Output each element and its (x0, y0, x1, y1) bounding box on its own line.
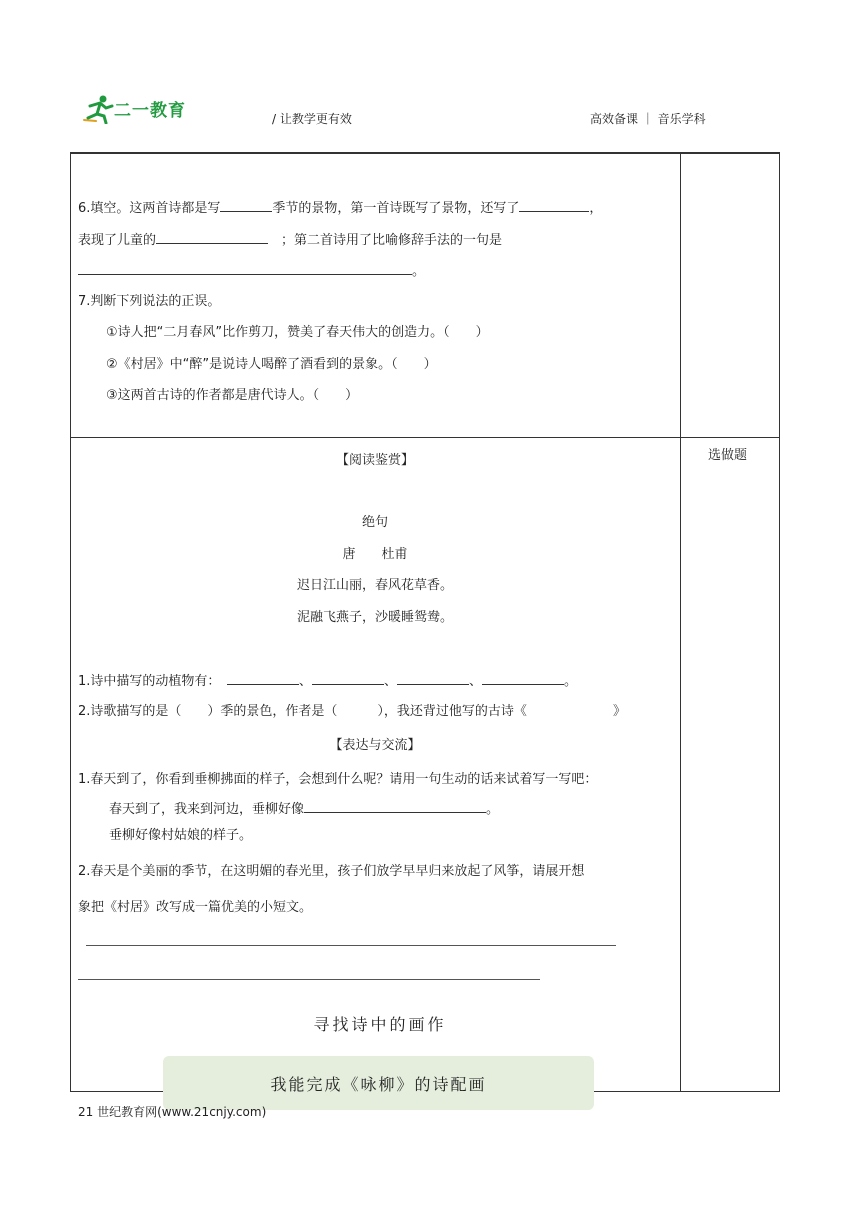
express-question-1: 1.春天到了，你看到垂柳拂面的样子，会想到什么呢？请用一句生动的话来试着写一写吧： (78, 772, 598, 787)
table-top-border (70, 152, 780, 154)
express-question-2-line1: 2.春天是个美丽的季节，在这明媚的春光里，孩子们放学早早归来放起了风筝，请展开想 (78, 864, 585, 879)
question-7-item2: ②《村居》中“醉”是说诗人喝醉了酒看到的景象。（ ） (106, 357, 437, 372)
reading-question-2: 2.诗歌描写的是（ ）季的景色，作者是（ ），我还背过他写的古诗《 》 (78, 704, 626, 719)
drawing-task-text: 我能完成《咏柳》的诗配画 (270, 1075, 487, 1094)
runner-icon (82, 94, 116, 124)
poem-line-2: 泥融飞燕子，沙暖睡鸳鸯。 (296, 610, 453, 625)
express-question-2-line2: 象把《村居》改写成一篇优美的小短文。 (78, 900, 313, 915)
question-6-line2: 表现了儿童的 ；第二首诗用了比喻修辞手法的一句是 (78, 229, 502, 251)
question-6-line3: 。 (78, 260, 425, 282)
poem-author: 唐 杜甫 (342, 547, 408, 562)
express-heading: 【表达与交流】 (329, 738, 421, 753)
poem-line-1: 迟日江山丽，春风花草香。 (296, 578, 453, 593)
logo-text: 二一教育 (114, 101, 186, 121)
poem-title: 绝句 (361, 515, 388, 530)
drawing-task-box (163, 1056, 594, 1110)
optional-label: 选做题 (708, 448, 748, 463)
reading-heading: 【阅读鉴赏】 (335, 453, 414, 468)
question-7-item3: ③这两首古诗的作者都是唐代诗人。（ ） (106, 388, 359, 403)
footer-source: 21 世纪教育网(www.21cnjy.com) (78, 1105, 267, 1119)
table-column-divider (680, 152, 681, 1092)
writing-line-1 (86, 945, 616, 946)
question-7-item1: ①诗人把“二月春风”比作剪刀，赞美了春天伟大的创造力。（ ） (106, 325, 489, 340)
express-example-1: 春天到了，我来到河边，垂柳好像 。 (109, 798, 499, 820)
writing-line-2 (78, 979, 540, 980)
table-row-divider (70, 437, 780, 438)
express-example-2: 垂柳好像村姑娘的样子。 (109, 828, 253, 843)
header-subject: 高效备课 ｜ 音乐学科 (590, 112, 706, 126)
header-slogan: / 让教学更有效 (272, 112, 352, 126)
brand-logo (82, 94, 194, 124)
drawing-title: 寻找诗中的画作 (313, 1015, 447, 1034)
question-6-line1: 6.填空。这两首诗都是写 季节的景物，第一首诗既写了景物，还写了 ， (78, 197, 602, 219)
question-7: 7.判断下列说法的正误。 (78, 294, 221, 309)
reading-question-1: 1.诗中描写的动植物有： 、 、 、 。 (78, 670, 577, 692)
